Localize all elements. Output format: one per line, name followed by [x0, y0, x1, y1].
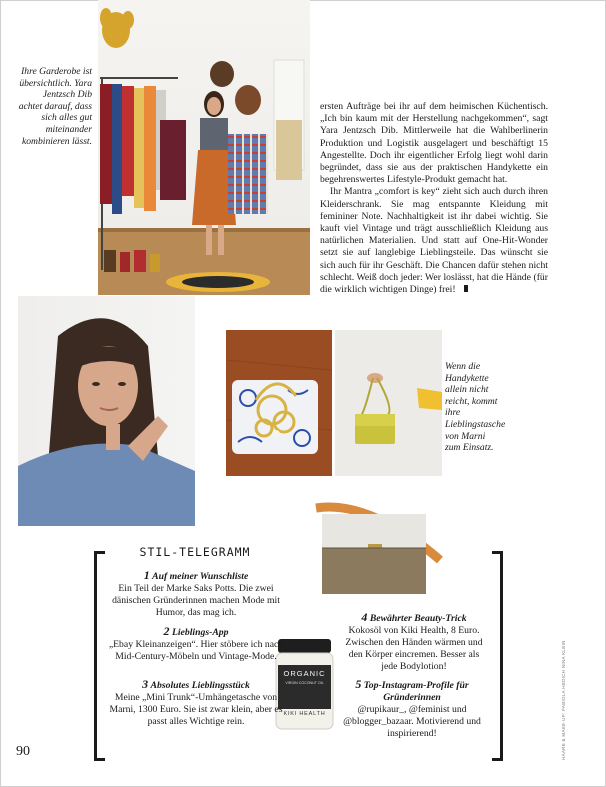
article-paragraph-2-text: Ihr Mantra „comfort is key“ zieht sich auch durch ihren Kleiderschrank. Sie mag entspannte Kleidung mit femininer Note. Nachhaltigkeit ist ihr dabei wichtig. Sie kauft viel Vintage und trägt ausschließlich Kleidung aus natürlichen Materialien. Und statt auf One-Hit-Wonder setzt sie auf langlebige Lieblingsteile. Das wünscht sie sich auch für ihr Geschäft. Die Chancen dafür stehen nicht schlecht. Weiß doch jeder: Wer loslässt, hat die Hände (für die wirklich wichtigen Dinge) frei!	[320, 186, 548, 296]
tip-heading: Bewährter Beauty-Trick	[369, 613, 467, 624]
tip-heading: Auf meiner Wunschliste	[152, 571, 249, 582]
tip-4	[344, 611, 484, 673]
tip-3	[108, 678, 284, 728]
tip-text: Meine „Mini Trunk“-Umhängetasche von Marni, 1300 Euro. Sie ist zwar klein, aber es passt alles Wichtige rein.	[109, 692, 283, 727]
tip-1	[108, 569, 284, 619]
wardrobe-caption: Ihre Garderobe ist übersichtlich. Yara Jentzsch Dib achtet darauf, dass sich alles gut miteinander kombinieren lässt.	[18, 66, 92, 147]
tip-text: Kokosöl von Kiki Health, 8 Euro. Zwischen den Händen wärmen und den Körper eincremen. Besser als jede Bodylotion!	[345, 625, 483, 672]
tip-number: 2	[163, 624, 170, 638]
article-paragraph-1: ersten Aufträge bei ihr auf dem heimischen Küchentisch. „Ich bin kaum mit der Herstellung nachgekommen“, sagt Yara Jentzsch Dib. Mittlerweile hat die Wahlberlinerin Produktion und Logistik ausgelagert und beschäftigt 15 Angestellte. Doch ihr eigentlicher Erfolg liegt wohl darin begründet, dass sie aus der praktischen Handykette ein begehrenswertes Lifestyle-Produkt gemacht hat.	[320, 101, 548, 186]
tip-text: Ein Teil der Marke Saks Potts. Die zwei dänischen Gründerinnen machen Mode mit Humor, das mag ich.	[112, 583, 280, 618]
article-paragraph-2	[320, 186, 548, 296]
wardrobe-photo	[98, 0, 310, 295]
tip-5	[340, 678, 484, 740]
article-text	[320, 101, 548, 296]
photo-credit: HAARE & MAKE-UP: FABIOLA HEDICH NINA KLEIN	[561, 640, 566, 760]
tip-number: 1	[143, 568, 150, 582]
marni-bag-photo	[310, 500, 452, 610]
page-number: 90	[16, 744, 30, 759]
jar-label-brand: ORGANIC	[283, 669, 326, 678]
left-bracket	[94, 551, 105, 761]
portrait-photo	[18, 296, 195, 526]
jewelry-photo	[226, 330, 332, 476]
tip-number: 5	[355, 677, 362, 691]
end-mark-icon	[464, 285, 468, 292]
tip-2	[108, 625, 284, 663]
tip-number: 3	[142, 677, 149, 691]
tip-heading: Lieblings-App	[171, 627, 229, 638]
jar-label-maker: KIKI HEALTH	[283, 711, 326, 717]
jar-label-sub: VIRGIN COCONUT OIL	[285, 681, 324, 685]
right-bracket	[492, 551, 503, 761]
tip-text: „Ebay Kleinanzeigen“. Hier stöbere ich nach Mid-Century-Möbeln und Vintage-Mode.	[108, 639, 284, 662]
tip-heading: Top-Instagram-Profile für Gründerinnen	[363, 680, 469, 703]
stil-telegramm-title: STIL-TELEGRAMM	[139, 545, 251, 559]
tip-heading: Absolutes Lieblingsstück	[150, 680, 250, 691]
handbag-photo	[335, 330, 442, 476]
bag-caption: Wenn die Handykette allein nicht reicht, kommt ihre Lieblingstasche von Marni zum Einsatz.	[445, 361, 506, 454]
tip-number: 4	[361, 610, 368, 624]
tip-text: @rupikaur_, @feminist und @blogger_bazaar. Motivierend und inspirierend!	[343, 704, 481, 739]
